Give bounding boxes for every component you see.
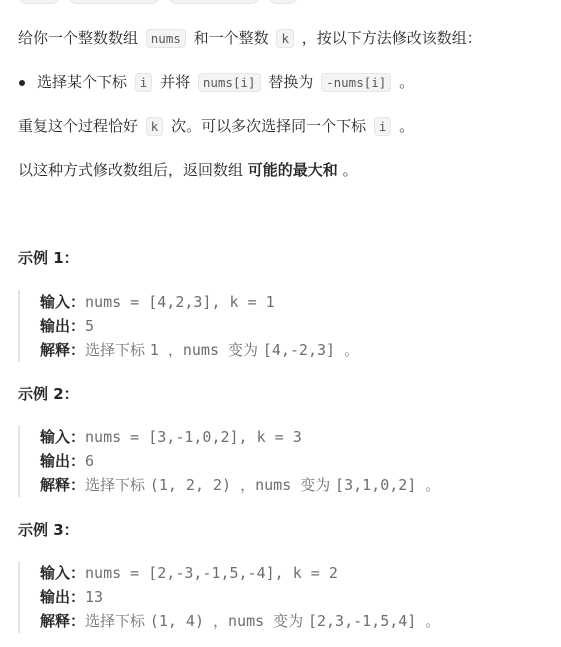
example-output-line xyxy=(40,314,538,338)
explain-text: 变为 xyxy=(300,476,336,494)
text: 次。可以多次选择同一个下标 xyxy=(166,117,371,135)
topic-tags xyxy=(18,0,298,4)
statement-paragraph-1 xyxy=(18,26,482,51)
statement-paragraph-2 xyxy=(18,114,414,139)
output-label: 输出： xyxy=(40,317,86,335)
output-value: 5 xyxy=(85,317,95,335)
text: 。 xyxy=(394,73,415,91)
statement-paragraph-3 xyxy=(18,158,358,182)
text: 以这种方式修改数组后，返回数组 xyxy=(18,161,248,179)
text: 选择某个下标 xyxy=(37,73,132,91)
output-value: 13 xyxy=(85,588,104,606)
output-value: 6 xyxy=(85,452,95,470)
text: 重复这个过程恰好 xyxy=(18,117,143,135)
explain-text: [2,3,-1,5,4] 。 xyxy=(307,612,441,630)
example-input-line xyxy=(40,425,538,449)
explain-text: 变为 xyxy=(273,612,308,630)
explain-text: 选择下标 xyxy=(85,612,150,630)
explain-text: [3,1,0,2] 。 xyxy=(335,476,441,494)
tag-pill[interactable] xyxy=(68,0,160,4)
inline-code: i xyxy=(374,117,392,136)
example-explain-line xyxy=(40,473,538,497)
explain-label: 解释： xyxy=(40,612,86,630)
tag-pill[interactable] xyxy=(268,0,298,4)
inline-code: -nums[i] xyxy=(321,73,391,92)
inline-code: nums xyxy=(146,29,186,48)
input-label: 输入： xyxy=(40,293,86,311)
input-value: nums = [2,-3,-1,5,-4], k = 2 xyxy=(85,564,338,582)
example-input-line xyxy=(40,290,538,314)
statement-bullet xyxy=(18,70,414,95)
input-label: 输入： xyxy=(40,428,86,446)
text: 。 xyxy=(394,117,415,135)
text: ，按以下方法修改该数组： xyxy=(296,29,482,47)
explain-label: 解释： xyxy=(40,476,86,494)
example-explain-line xyxy=(40,338,538,362)
example-1-block xyxy=(18,290,538,362)
input-label: 输入： xyxy=(40,564,86,582)
bullet-text xyxy=(37,70,414,95)
input-value: nums = [4,2,3], k = 1 xyxy=(85,293,275,311)
inline-code: k xyxy=(276,29,294,48)
example-3-title: 示例 3： xyxy=(18,521,79,539)
explain-text: (1, 2, 2) ，nums xyxy=(149,476,301,494)
explain-text: (1, 4) ，nums xyxy=(149,612,274,630)
bold-text: 可能的最大和 xyxy=(247,161,338,179)
inline-code: k xyxy=(146,117,164,136)
example-2-title: 示例 2： xyxy=(18,385,79,403)
tag-pill[interactable] xyxy=(168,0,260,4)
output-label: 输出： xyxy=(40,588,86,606)
example-output-line xyxy=(40,585,538,609)
example-1-title: 示例 1： xyxy=(18,249,79,267)
bullet-dot xyxy=(19,80,25,86)
text: 并将 xyxy=(155,73,195,91)
explain-text: 选择下标 xyxy=(85,341,150,359)
explain-text: [4,-2,3] 。 xyxy=(262,341,360,359)
inline-code: i xyxy=(135,73,153,92)
text: 替换为 xyxy=(263,73,319,91)
example-input-line xyxy=(40,561,538,585)
explain-label: 解释： xyxy=(40,341,86,359)
example-explain-line xyxy=(40,609,538,633)
inline-code: nums[i] xyxy=(198,73,261,92)
example-output-line xyxy=(40,449,538,473)
explain-text: 1 ，nums xyxy=(149,341,229,359)
text: 给你一个整数数组 xyxy=(18,29,143,47)
example-2-block xyxy=(18,425,538,497)
example-3-block xyxy=(18,561,538,633)
tag-pill[interactable] xyxy=(18,0,60,4)
input-value: nums = [3,-1,0,2], k = 3 xyxy=(85,428,302,446)
output-label: 输出： xyxy=(40,452,86,470)
text: 和一个整数 xyxy=(188,29,274,47)
explain-text: 选择下标 xyxy=(85,476,150,494)
text: 。 xyxy=(337,161,358,179)
explain-text: 变为 xyxy=(228,341,263,359)
